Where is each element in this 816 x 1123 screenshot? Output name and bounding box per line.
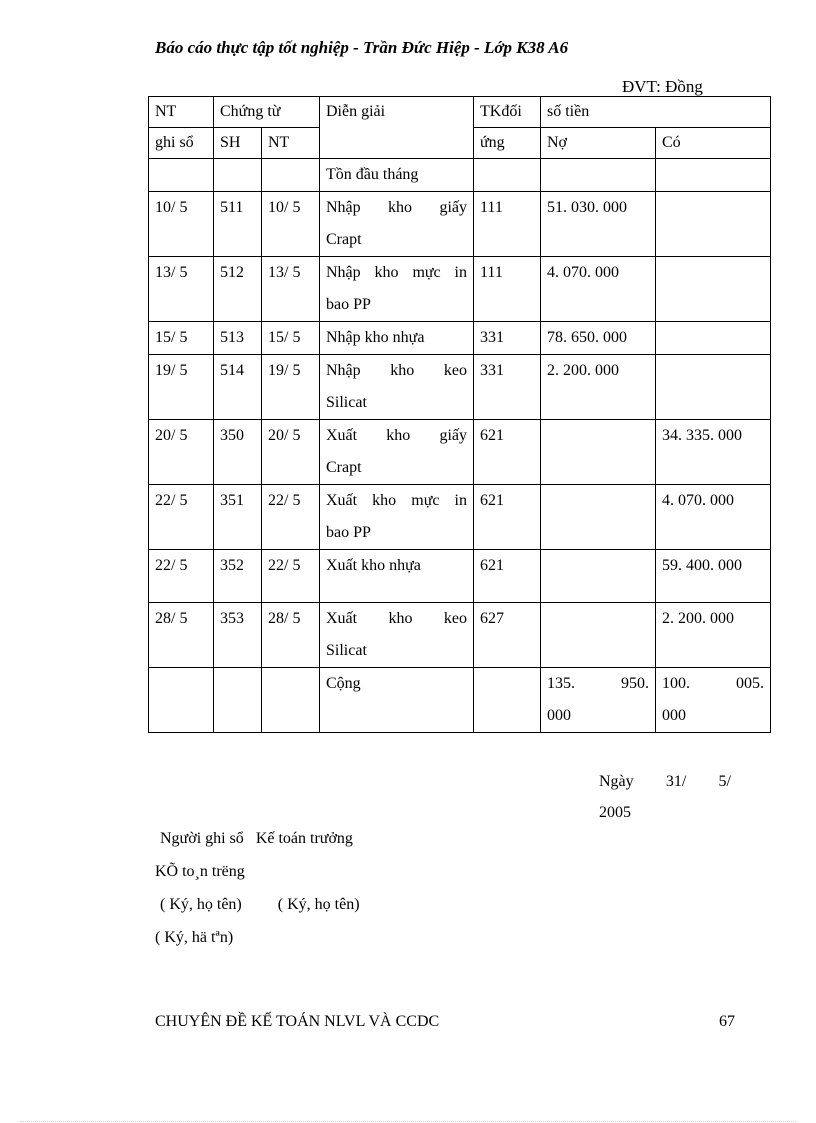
header-co: Có: [656, 128, 771, 159]
signature-garbled-title: KÕ to¸n trëng: [155, 863, 245, 880]
table-row: [149, 550, 771, 603]
cell-no: [541, 485, 656, 550]
table-row: [149, 485, 771, 550]
cell-co: [656, 257, 771, 322]
currency-unit-label: ĐVT: Đồng: [622, 77, 703, 96]
cell-no: 78. 650. 000: [541, 322, 656, 355]
cell-nt: 10/ 5: [262, 192, 320, 257]
desc-line-1: Xuất kho mực in: [326, 492, 467, 509]
desc-line-1: Nhập kho mực in: [326, 264, 467, 281]
cell-no: 2. 200. 000: [541, 355, 656, 420]
desc-line-2: Crapt: [326, 231, 362, 248]
header-tk-doi-ung-line2: ứng: [474, 128, 541, 159]
signature-titles: [160, 830, 353, 848]
page-bottom-divider: [20, 1121, 796, 1122]
report-date: [599, 766, 731, 828]
cell-tk: 111: [474, 192, 541, 257]
document-header: Báo cáo thực tập tốt nghiệp - Trần Đức Hiệp - Lớp K38 A6: [155, 38, 569, 57]
table-row: [149, 603, 771, 668]
table-row: [149, 355, 771, 420]
cell-nt-ghi-so: 22/ 5: [149, 485, 214, 550]
cell-nt-ghi-so: 20/ 5: [149, 420, 214, 485]
sign-instruction-2: ( Ký, họ tên): [277, 896, 360, 913]
cell-dien-giai: [320, 192, 474, 257]
desc-line-1: Xuất kho giấy: [326, 427, 467, 444]
cell-nt-ghi-so: 10/ 5: [149, 192, 214, 257]
cell-tk: 621: [474, 550, 541, 603]
cell-sh: 511: [214, 192, 262, 257]
header-nt-ghi-so: NT: [149, 97, 214, 128]
header-dien-giai: Diễn giải: [320, 97, 474, 159]
cell-no: 51. 030. 000: [541, 192, 656, 257]
date-line-1: Ngày 31/ 5/: [599, 773, 731, 790]
cell-tk: 111: [474, 257, 541, 322]
cell-tk: 331: [474, 322, 541, 355]
header-no: Nợ: [541, 128, 656, 159]
total-no-line-2: 000: [547, 707, 571, 724]
header-sh: SH: [214, 128, 262, 159]
header-nt: NT: [262, 128, 320, 159]
desc-line-2: bao PP: [326, 524, 371, 541]
cell-sh: 350: [214, 420, 262, 485]
cell-nt: 20/ 5: [262, 420, 320, 485]
cell-co: 59. 400. 000: [656, 550, 771, 603]
cell-co: 34. 335. 000: [656, 420, 771, 485]
desc-line-2: Silicat: [326, 394, 367, 411]
footer-title: CHUYÊN ĐỀ KẾ TOÁN NLVL VÀ CCDC: [155, 1013, 440, 1030]
signer-recorder: Người ghi sổ: [160, 830, 244, 847]
total-co-line-2: 000: [662, 707, 686, 724]
opening-balance-desc: Tồn đầu tháng: [320, 159, 474, 192]
cell-nt: 19/ 5: [262, 355, 320, 420]
cell-sh: 352: [214, 550, 262, 603]
table-row: [149, 322, 771, 355]
cell-no: [541, 420, 656, 485]
cell-nt-ghi-so: 22/ 5: [149, 550, 214, 603]
cell-sh: 351: [214, 485, 262, 550]
cell-nt: 15/ 5: [262, 322, 320, 355]
total-no-line-1: 135. 950.: [547, 675, 649, 692]
cell-nt-ghi-so: 19/ 5: [149, 355, 214, 420]
desc-line-1: Xuất kho keo: [326, 610, 467, 627]
signature-garbled-instruction: ( Ký, hä tªn): [155, 929, 234, 946]
cell-nt-ghi-so: 13/ 5: [149, 257, 214, 322]
cell-sh: 514: [214, 355, 262, 420]
cell-sh: 512: [214, 257, 262, 322]
cell-tk: 627: [474, 603, 541, 668]
desc-line-1: Nhập kho keo: [326, 362, 467, 379]
signer-chief-accountant: Kế toán trưởng: [255, 830, 353, 847]
cell-tk: 331: [474, 355, 541, 420]
cell-nt-ghi-so: 15/ 5: [149, 322, 214, 355]
cell-sh: 353: [214, 603, 262, 668]
page-number: 67: [719, 1013, 735, 1030]
table-header-row: [149, 97, 771, 128]
cell-co: [656, 192, 771, 257]
header-nt-ghi-so-line2: ghi sổ: [149, 128, 214, 159]
cell-nt: 28/ 5: [262, 603, 320, 668]
cell-dien-giai: [320, 420, 474, 485]
cell-sh: 513: [214, 322, 262, 355]
cell-co: [656, 355, 771, 420]
desc-line-2: Crapt: [326, 459, 362, 476]
cell-dien-giai: [320, 603, 474, 668]
total-co-line-1: 100. 005.: [662, 675, 764, 692]
cell-dien-giai: [320, 550, 474, 603]
cell-co: [656, 322, 771, 355]
date-line-2: 2005: [599, 804, 631, 821]
cell-dien-giai: [320, 322, 474, 355]
table-row: [149, 257, 771, 322]
opening-balance-row: [149, 159, 771, 192]
header-so-tien: số tiền: [541, 97, 771, 128]
total-row: [149, 668, 771, 733]
signature-instructions: [160, 896, 360, 914]
total-no: [541, 668, 656, 733]
desc-line-1: Xuất kho nhựa: [326, 557, 421, 574]
sign-instruction-1: ( Ký, họ tên): [160, 896, 242, 913]
cell-dien-giai: [320, 257, 474, 322]
ledger-table: [148, 96, 771, 733]
desc-line-2: Silicat: [326, 642, 367, 659]
total-desc: Cộng: [320, 668, 474, 733]
cell-no: 4. 070. 000: [541, 257, 656, 322]
table-row: [149, 192, 771, 257]
cell-nt: 22/ 5: [262, 485, 320, 550]
cell-tk: 621: [474, 420, 541, 485]
cell-co: 2. 200. 000: [656, 603, 771, 668]
cell-dien-giai: [320, 485, 474, 550]
cell-co: 4. 070. 000: [656, 485, 771, 550]
header-chung-tu: Chứng từ: [214, 97, 320, 128]
desc-line-2: bao PP: [326, 296, 371, 313]
cell-nt: 13/ 5: [262, 257, 320, 322]
header-tk-doi-ung: TKđối: [474, 97, 541, 128]
table-row: [149, 420, 771, 485]
cell-no: [541, 603, 656, 668]
cell-no: [541, 550, 656, 603]
total-co: [656, 668, 771, 733]
cell-dien-giai: [320, 355, 474, 420]
cell-nt: 22/ 5: [262, 550, 320, 603]
cell-tk: 621: [474, 485, 541, 550]
cell-nt-ghi-so: 28/ 5: [149, 603, 214, 668]
desc-line-1: Nhập kho giấy: [326, 199, 467, 216]
desc-line-1: Nhập kho nhựa: [326, 329, 425, 346]
